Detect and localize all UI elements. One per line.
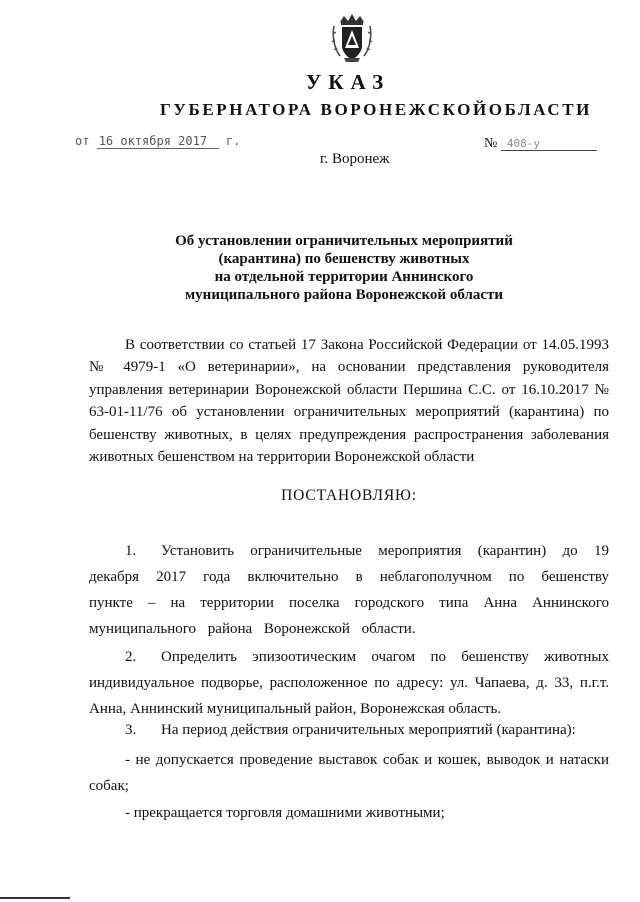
issuing-authority: ГУБЕРНАТОРА ВОРОНЕЖСКОЙОБЛАСТИ <box>160 100 592 119</box>
item-text: На период действия ограничительных мероприятий (карантина): <box>161 722 576 738</box>
voronezh-coat-of-arms-icon <box>330 12 374 66</box>
item-number: 3. <box>125 722 137 738</box>
decree-subitem: - не допускается проведение выставок собак и кошек, выводок и натаски собак; <box>89 752 609 794</box>
item-text: Установить ограничительные мероприятия (карантин) до 19 декабря 2017 года включительно в неблагополучном по бешенству пункте – на территории поселка городского типа Анна Аннинского муниципального района Воронежской области. <box>89 543 609 637</box>
decree-subitem: - прекращается торговля домашними животными; <box>125 805 445 821</box>
item-number: 1. <box>125 543 137 559</box>
heading-line: Об установлении ограничительных мероприятий <box>175 233 513 249</box>
date-suffix: г. <box>225 134 241 148</box>
document-number <box>484 136 597 152</box>
resolve-heading: ПОСТАНОВЛЯЮ: <box>281 487 417 504</box>
decree-item-3 <box>89 717 609 743</box>
document-heading <box>0 232 640 304</box>
number-value: 408-у <box>501 137 597 151</box>
heading-line: муниципального района Воронежской области <box>184 287 504 303</box>
page-bottom-rule <box>0 897 70 899</box>
number-prefix: № <box>484 136 498 151</box>
city-label: г. Воронеж <box>320 151 390 167</box>
decree-item-2 <box>89 644 609 722</box>
item-text: Определить эпизоотическим очагом по бешенству животных индивидуальное подворье, расположенное по адресу: ул. Чапаева, д. 33, п.г.т. Анна, Аннинский муниципальный район, Воронежская область. <box>89 649 609 717</box>
heading-line: на отдельной территории Аннинского <box>214 269 474 285</box>
date-prefix: от <box>75 134 90 148</box>
document-type-title: УКАЗ <box>305 70 391 94</box>
preamble-paragraph: В соответствии со статьей 17 Закона Российской Федерации от 14.05.1993 № 4979-1 «О ветеринарии», на основании представления руководителя управления ветеринарии Воронежской области Першина С.С. от 16.10.2017 № 63-01-11/76 об установлении ограничительных мероприятий (карантина) по бешенству животных, в целях предупреждения распространения заболевания животных бешенством на территории Воронежской области <box>89 337 609 466</box>
heading-line: (карантина) по бешенству животных <box>218 251 470 267</box>
date-value: 16 октября 2017 <box>97 134 219 149</box>
item-number: 2. <box>125 649 137 665</box>
document-date <box>75 134 240 149</box>
decree-item-1 <box>89 538 609 642</box>
